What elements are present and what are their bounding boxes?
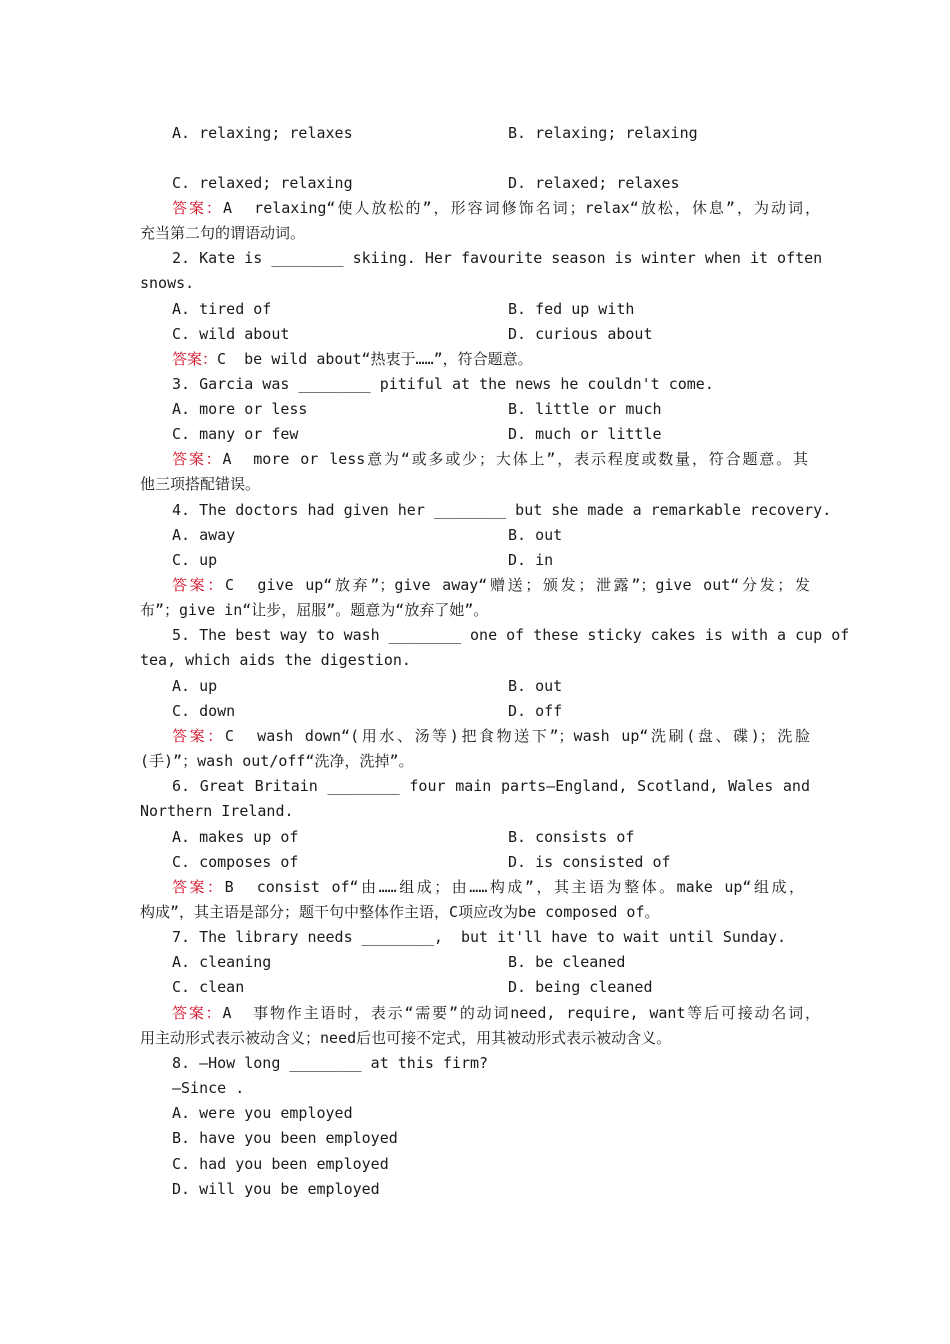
- q8-option-a: A. were you employed: [172, 1104, 353, 1122]
- q6-answer-cont: 构成”，其主语是部分；题干句中整体作主语，C项应改为be composed of。: [140, 903, 660, 921]
- q5-option-d: D. off: [508, 702, 563, 720]
- q2-option-a: A. tired of: [172, 300, 272, 318]
- q7-stem: 7. The library needs ________, but it'll have to wait until Sunday.: [172, 928, 787, 946]
- q2-stem: 2. Kate is ________ skiing. Her favourite season is winter when it often: [172, 249, 823, 267]
- q2-option-c: C. wild about: [172, 325, 290, 343]
- q1-option-c: C. relaxed; relaxing: [172, 174, 353, 192]
- q5-option-b: B. out: [508, 677, 563, 695]
- q3-stem: 3. Garcia was ________ pitiful at the news he couldn't come.: [172, 375, 714, 393]
- q8-stem: 8. —How long ________ at this firm?: [172, 1054, 489, 1072]
- q6-stem-cont: Northern Ireland.: [140, 802, 294, 820]
- q3-option-a: A. more or less: [172, 400, 308, 418]
- answer-label: 答案：: [172, 450, 223, 468]
- q6-stem: 6. Great Britain ________ four main parts—England, Scotland, Wales and: [172, 777, 810, 795]
- q5-answer-text: C wash down“(用水、汤等)把食物送下”；wash up“洗刷(盘、碟)；洗脸: [224, 727, 810, 745]
- q8-option-d: D. will you be employed: [172, 1180, 380, 1198]
- q4-option-b: B. out: [508, 526, 563, 544]
- q4-answer-text: C give up“放弃”；give away“赠送；颁发；泄露”；give out“分发；发: [225, 576, 810, 594]
- q1-option-d: D. relaxed; relaxes: [508, 174, 680, 192]
- q8-option-c: C. had you been employed: [172, 1155, 389, 1173]
- q1-answer-cont: 充当第二句的谓语动词。: [140, 224, 306, 242]
- q7-option-a: A. cleaning: [172, 953, 272, 971]
- q3-answer-cont: 他三项搭配错误。: [140, 475, 261, 493]
- q5-answer: [172, 726, 810, 746]
- q2-option-b: B. fed up with: [508, 300, 635, 318]
- q3-option-b: B. little or much: [508, 400, 662, 418]
- q6-answer-text: B consist of“由……组成；由……构成”，其主语为整体。make up“组成，: [224, 878, 804, 896]
- answer-label: 答案：: [172, 350, 218, 368]
- q7-answer-cont: 用主动形式表示被动含义；need后也可接不定式，用其被动形式表示被动含义。: [140, 1029, 672, 1047]
- answer-label: 答案：: [172, 727, 225, 745]
- q1-answer-text: A relaxing“使人放松的”，形容词修饰名词；relax“放松，休息”，为动词，: [223, 199, 820, 217]
- q6-option-c: C. composes of: [172, 853, 299, 871]
- q3-option-d: D. much or little: [508, 425, 662, 443]
- q7-option-c: C. clean: [172, 978, 245, 996]
- q3-answer-text: A more or less意为“或多或少；大体上”，表示程度或数量，符合题意。其: [222, 450, 808, 468]
- q1-option-b: B. relaxing; relaxing: [508, 124, 698, 142]
- q2-option-d: D. curious about: [508, 325, 653, 343]
- q5-option-a: A. up: [172, 677, 218, 695]
- answer-label: 答案：: [172, 199, 224, 217]
- q6-option-d: D. is consisted of: [508, 853, 671, 871]
- q2-answer-text: C be wild about“热衷于……”，符合题意。: [217, 350, 533, 368]
- q5-stem-cont: tea, which aids the digestion.: [140, 651, 411, 669]
- q6-answer: [172, 877, 804, 897]
- q4-answer: [172, 575, 810, 595]
- q4-option-d: D. in: [508, 551, 554, 569]
- q8-stem-reply: —Since .: [172, 1079, 245, 1097]
- q6-option-b: B. consists of: [508, 828, 635, 846]
- q4-answer-cont: 布”；give in“让步，屈服”。题意为“放弃了她”。: [140, 601, 489, 619]
- q5-stem: 5. The best way to wash ________ one of these sticky cakes is with a cup of: [172, 626, 850, 644]
- q4-option-a: A. away: [172, 526, 236, 544]
- answer-label: 答案：: [172, 1004, 223, 1022]
- q7-option-d: D. being cleaned: [508, 978, 653, 996]
- q2-answer: [172, 349, 533, 369]
- answer-label: 答案：: [172, 576, 225, 594]
- q1-answer: [172, 198, 820, 218]
- q7-option-b: B. be cleaned: [508, 953, 626, 971]
- q1-option-a: A. relaxing; relaxes: [172, 124, 353, 142]
- q5-answer-cont: (手)”；wash out/off“洗净，洗掉”。: [140, 752, 414, 770]
- q3-option-c: C. many or few: [172, 425, 299, 443]
- q8-option-b: B. have you been employed: [172, 1129, 398, 1147]
- q7-answer-text: A 事物作主语时，表示“需要”的动词need, require, want等后可接动名词，: [222, 1004, 820, 1022]
- q4-option-c: C. up: [172, 551, 218, 569]
- q4-stem: 4. The doctors had given her ________ but she made a remarkable recovery.: [172, 501, 832, 519]
- q5-option-c: C. down: [172, 702, 236, 720]
- q6-option-a: A. makes up of: [172, 828, 299, 846]
- q3-answer: [172, 449, 808, 469]
- q2-stem-cont: snows.: [140, 274, 195, 292]
- answer-label: 答案：: [172, 878, 225, 896]
- q7-answer: [172, 1003, 820, 1023]
